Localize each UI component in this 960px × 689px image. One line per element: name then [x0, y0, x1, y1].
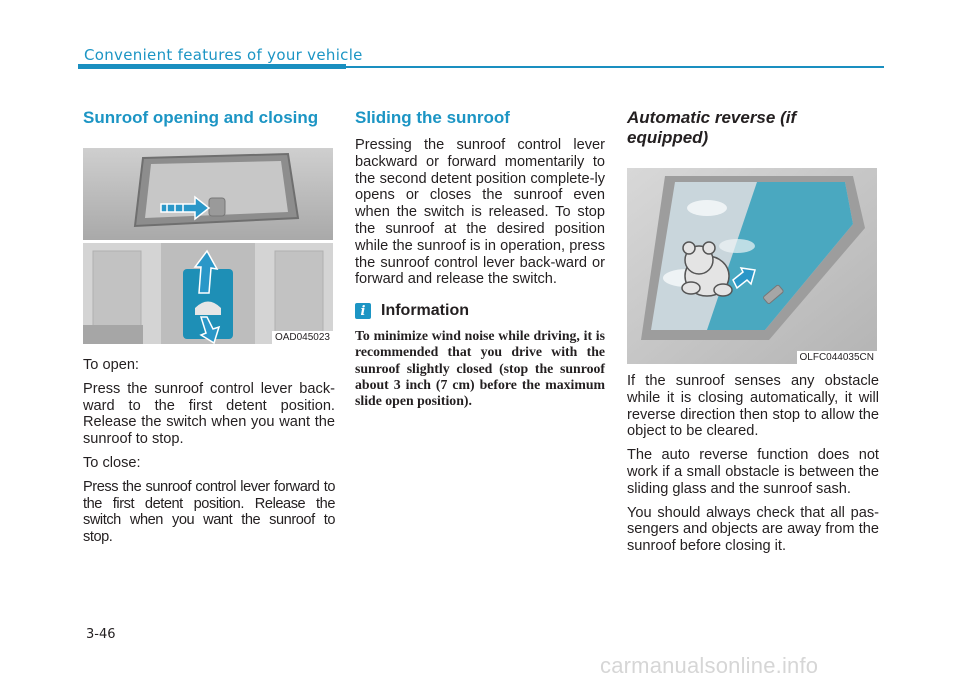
heading-sunroof-opening: Sunroof opening and closing — [83, 108, 319, 127]
column-sliding-sunroof — [355, 108, 605, 409]
to-open-text: Press the sunroof control lever back-ward to the first detent position. Release the switch when you want the sunroof to stop. — [83, 380, 335, 448]
header-rule — [346, 66, 884, 68]
auto-reverse-p3: You should always check that all pas-sengers and objects are away from the sunroof before closing it. — [627, 504, 879, 555]
heading-sliding-sunroof: Sliding the sunroof — [355, 108, 510, 127]
sunroof-control-lever-illustration — [83, 243, 333, 344]
to-open-label: To open: — [83, 357, 139, 373]
auto-reverse-p1: If the sunroof senses any obstacle while it is closing automatically, it will reverse direction then stop to allow the object to be cleared. — [627, 373, 879, 440]
auto-reverse-illustration — [627, 168, 877, 364]
to-close-label: To close: — [83, 454, 141, 471]
sunroof-overhead-illustration — [83, 148, 333, 240]
section-title: Convenient features of your vehicle — [84, 46, 363, 64]
figure-caption: OAD045023 — [272, 331, 333, 344]
figure-sunroof-lever — [83, 148, 333, 344]
column-sunroof-opening — [83, 108, 335, 546]
auto-reverse-p2: The auto reverse function does not work if a small obstacle is between the sliding glass and the sunroof sash. — [627, 447, 879, 497]
info-icon: i — [355, 303, 371, 319]
heading-automatic-reverse: Automatic reverse (if equipped) — [627, 108, 797, 147]
header-rule-accent — [78, 64, 346, 69]
watermark[interactable]: carmanualsonline.info — [600, 653, 819, 678]
figure-caption: OLFC044035CN — [797, 351, 877, 364]
column-automatic-reverse — [627, 108, 879, 555]
information-header — [355, 302, 605, 320]
information-title: Information — [381, 302, 469, 320]
sliding-body: Pressing the sunroof control lever backward or forward momentarily to the second detent position complete-ly opens or closes the sunroof even when the switch is released. To stop the sunroof at the desired position while the sunroof is in operation, press the sunroof control lever back-ward or forward and release the switch. — [355, 137, 605, 288]
information-body: To minimize wind noise while driving, it is recommended that you drive with the sunroof slightly closed (stop the sunroof about 3 inch (7 cm) before the maximum slide open position). — [355, 328, 605, 408]
page-number: 3-46 — [86, 627, 116, 642]
figure-auto-reverse — [627, 168, 877, 364]
to-close-text: Press the sunroof control lever forward to the first detent position. Release the switch when you want the sunroof to stop. — [83, 478, 335, 546]
